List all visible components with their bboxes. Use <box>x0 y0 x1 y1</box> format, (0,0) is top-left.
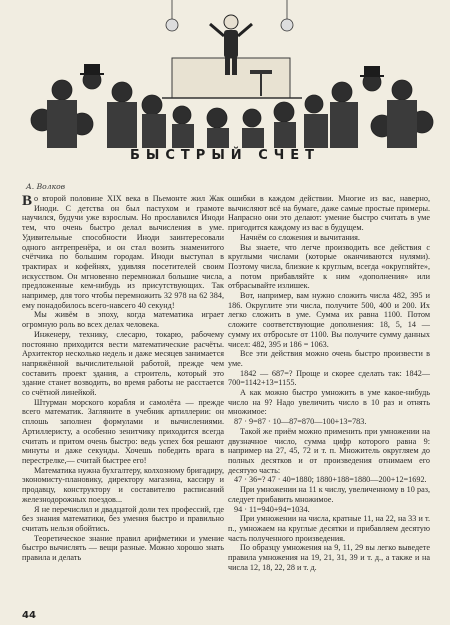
paragraph-text: Все эти действия можно очень быстро произвести в уме. <box>228 349 430 368</box>
paragraph-text: При умножении на числа, кратные 11, на 22, на 33 и т. п., умножаем на круглые десятки и прибавляем десятую часть полученного произведения. <box>228 514 430 543</box>
paragraph-text: Инженеру, технику, слесарю, токарю, рабочему постоянно приходится вести математические расчёты. Архитектор несколько недель и даже месяцев занимается напряжённой вычислительной работой, прежде чем составить проект здания, а строитель, который это здание станет возводить, во время работы не расстается со счётной линейкой. <box>22 329 224 398</box>
paragraph-text: 47 · 36=? 47 · 40=1880; 1880+188=1880—200+12=1692. <box>234 475 427 485</box>
paragraph <box>228 514 430 543</box>
paragraph <box>22 505 224 534</box>
paragraph <box>228 243 430 292</box>
paragraph-text: Я не перечислил и двадцатой доли тех профессий, где без знания математики, без умения быстро и правильно считать нельзя обойтись. <box>22 504 224 533</box>
paragraph <box>228 388 430 417</box>
paragraph <box>228 543 430 572</box>
page-number: 44 <box>22 610 36 621</box>
paragraph <box>228 475 430 485</box>
paragraph <box>228 349 430 368</box>
paragraph <box>22 310 224 329</box>
paragraph-text: Вы знаете, что легче производить все действия с круглыми числами (которые оканчиваются нулями). Поэтому числа, близкие к круглым, всегда «округляйте», а потом прибавляйте к ним «дополнения» или отбрасывайте излишек. <box>228 242 430 291</box>
theatre-audience-illustration <box>22 0 440 148</box>
paragraph-text: Начнём со сложения и вычитания. <box>240 232 360 242</box>
paragraph-text: Штурман морского корабля и самолёта — прежде всего математик. Загляните в учебник артиллерии: он сплошь заполнен формулами и вычислениями. Артиллеристу, а особенно зенитчику приходится всегда считать и притом очень быстро: ведь успех боя решают минуты и даже секунды. Хочешь победить врага в перестрелке,— считай быстрее его! <box>22 397 224 465</box>
paragraph-text: Такой же приём можно применить при умножении на двузначное число, сумма цифр которого равна 9: например на 27, 45, 72 и т. п. Множитель округляем до полных десятков и от произведения отнимаем его десятую часть: <box>228 426 430 475</box>
paragraph <box>22 534 224 563</box>
right-column <box>228 194 430 572</box>
paragraph-text: Теоретическое знание правил арифметики и умение быстро вычислять — вещи разные. Можно хорошо знать правила и делать <box>22 533 224 563</box>
paragraph <box>228 427 430 476</box>
author-name: А. Волков <box>26 182 66 191</box>
paragraph <box>228 485 430 504</box>
paragraph <box>228 369 430 388</box>
paragraph-text: 1842 — 687=? Проще и скорее сделать так: 1842—700=1142+13=1155. <box>228 368 430 388</box>
paragraph-text: А как можно быстро умножить в уме какое-нибудь число на 9? Надо увеличить число в 10 раз и отнять множимое: <box>228 388 430 417</box>
paragraph <box>228 505 430 515</box>
paragraph <box>228 194 430 233</box>
drop-cap: В <box>22 193 33 209</box>
paragraph-text: По образцу умножения на 9, 11, 29 вы легко выведете правила умножения на 19, 21, 31, 39 и т. д., а также и на числа 12, 18, 22, 28 и т. д. <box>228 543 430 572</box>
paragraph <box>22 330 224 398</box>
paragraph-text: 94 · 11=940+94=1034. <box>234 504 310 514</box>
paragraph <box>22 194 224 310</box>
article-title: БЫСТРЫЙ СЧЕТ <box>130 148 320 163</box>
paragraph-text: Мы живём в эпоху, когда математика играет огромную роль во всех делах человека. <box>22 310 224 330</box>
paragraph-text: ошибки в каждом действии. Многие из вас, наверно, вычисляют всё на бумаге, даже самые простые примеры. Напрасно они это делают: умение быстро считать в уме пригодится каждому из вас в будущем. <box>228 194 430 233</box>
paragraph <box>228 233 430 243</box>
left-column <box>22 194 224 563</box>
paragraph <box>22 466 224 505</box>
paragraph-text: о второй половине XIX века в Пьемонте жил Жак Иноди. С детства он был пастухом и грамоте научился, будучи уже взрослым. Но прославился Иноди тем, что очень быстро делал вычисления в уме. Удивительные способности Иноди заинтересовали одного антрепренёра, и он стал возить знаменитого счётчика по большим городам. Иноди выступал в трактирах и кофейнях, удивляя посетителей своим искусством. Он мгновенно перемножал большие числа, предложенные кем-нибудь из присутствующих. Так например, для того чтобы перемножить 32 978 на 62 384, ему понадобилось всего-навсего 40 секунд! <box>22 194 224 310</box>
paragraph <box>228 417 430 427</box>
paragraph-text: Вот, например, вам нужно сложить числа 482, 395 и 186. Округлите эти числа, получите 500, 400 и 200. Их легко сложить в уме. Сумма их равна 1100. Потом сложите соответствующие дополнения: 18, 5, 14 — сумму их отбросьте от 1100. Вы получите сумму данных чисел: 482, 395 и 186 = 1063. <box>228 291 430 349</box>
paragraph-text: 87 · 9=87 · 10—87=870—100+13=783. <box>234 417 367 427</box>
paragraph <box>228 291 430 349</box>
paragraph-text: Математика нужна бухгалтеру, колхозному бригадиру, экономисту-плановику, директору магазина, кассиру и продавцу, конструктору и составителю расписаний железнодорожных поездов... <box>22 465 224 504</box>
paragraph-text: При умножении на 11 к числу, увеличенному в 10 раз, следует прибавить множимое. <box>228 485 430 504</box>
paragraph <box>22 398 224 466</box>
